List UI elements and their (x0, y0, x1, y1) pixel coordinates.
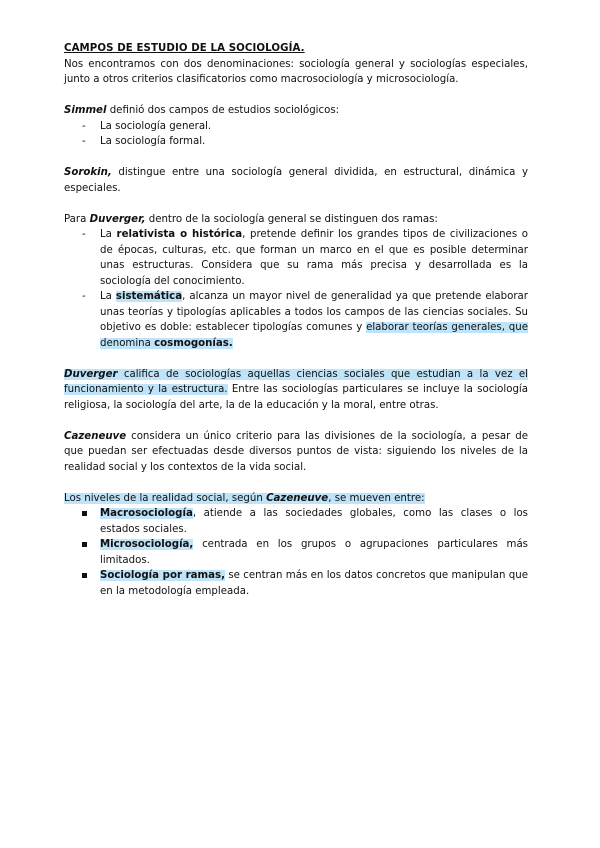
square-bullet-icon (82, 511, 87, 516)
spacer (64, 196, 528, 212)
square-bullet-icon (82, 573, 87, 578)
dash-bullet: - (82, 229, 86, 240)
square-bullet-icon (82, 542, 87, 547)
author-name: Duverger, (89, 213, 146, 225)
intro-paragraph: Nos encontramos con dos denominaciones: sociología general y sociologías especiales, junto a otros criterios clasificatorios como macrosociología y microsociología. (64, 58, 528, 85)
author-name: Sorokin, (64, 167, 112, 178)
author-name: Cazeneuve (266, 492, 329, 504)
simmel-list (64, 119, 528, 150)
spacer (64, 88, 528, 104)
duverger-second-paragraph: Duverger califica de sociologías aquellas ciencias sociales que estudian a la vez el funcionamiento y la estructura. Entre las sociologías particulares se incluye la sociología religiosa, la sociología del arte, la de la educación y la moral, entre otras. (64, 368, 528, 411)
cazeneuve-paragraph: Cazeneuve considera un único criterio para las divisiones de la sociología, a pesar de que puedan ser efectuadas desde diversos puntos de vista: siguiendo los niveles de la realidad social y los contextos de la vida social. (64, 430, 528, 473)
highlighted-text: , se mueven entre: (328, 492, 425, 504)
spacer (64, 351, 528, 367)
author-name: Simmel (64, 105, 107, 116)
dash-bullet: - (82, 136, 86, 147)
document-body (64, 41, 528, 599)
cazeneuve-levels-paragraph (64, 491, 528, 507)
spacer (64, 150, 528, 166)
list-item: Sociología por ramas, se centran más en los datos concretos que manipulan que en la metodología empleada. (64, 568, 528, 599)
list-item: - La sociología general. (64, 119, 528, 135)
highlighted-text: califica de sociologías aquellas ciencias sociales que estudian a la vez el funcionamiento y la estructura. (64, 368, 528, 395)
list-item: Macrosociología, atiende a las sociedades globales, como las clases o los estados sociales. (64, 506, 528, 537)
key-term: relativista o histórica (116, 229, 243, 240)
list-item: - La sistemática, alcanza un mayor nivel de generalidad ya que pretende elaborar unas teorías y tipologías aplicables a todos los campos de las ciencias sociales. Su objetivo es doble: establecer tipologías comunes y elaborar teorías generales, que denomina cosmogonías. (82, 291, 528, 349)
spacer (64, 475, 528, 491)
key-term: Macrosociología (100, 508, 193, 519)
spacer (64, 413, 528, 429)
list-item: - La sociología formal. (64, 134, 528, 150)
list-item: Microsociología, centrada en los grupos o agrupaciones particulares más limitados. (64, 537, 528, 568)
duverger-list (64, 227, 528, 351)
simmel-paragraph: Simmel definió dos campos de estudios sociológicos: (64, 105, 340, 116)
sorokin-paragraph: Sorokin, distingue entre una sociología general dividida, en estructural, dinámica y especiales. (64, 167, 528, 194)
list-item: - La relativista o histórica, pretende definir los grandes tipos de civilizaciones o de épocas, culturas, etc. que forman un marco en el que es posible determinar unas estructuras. Considera que su rama más precisa y desarrollada es la sociología del conocimiento. (82, 229, 528, 287)
dash-bullet: - (82, 120, 86, 132)
cazeneuve-list (64, 506, 528, 599)
key-term: Microsociología, (100, 539, 194, 550)
key-term: cosmogonías. (154, 337, 233, 349)
key-term: sistemática (115, 291, 183, 302)
page-title: CAMPOS DE ESTUDIO DE LA SOCIOLOGÍA. (64, 43, 305, 54)
highlighted-text: elaborar teorías generales, que denomina (100, 322, 528, 349)
author-name: Duverger (64, 368, 118, 380)
highlighted-text: Los niveles de la realidad social, según (64, 492, 267, 504)
key-term: Sociología por ramas, (100, 570, 225, 581)
author-name: Cazeneuve (64, 430, 127, 442)
dash-bullet: - (82, 291, 86, 302)
duverger-paragraph: Para Duverger, dentro de la sociología general se distinguen dos ramas: (64, 213, 438, 225)
